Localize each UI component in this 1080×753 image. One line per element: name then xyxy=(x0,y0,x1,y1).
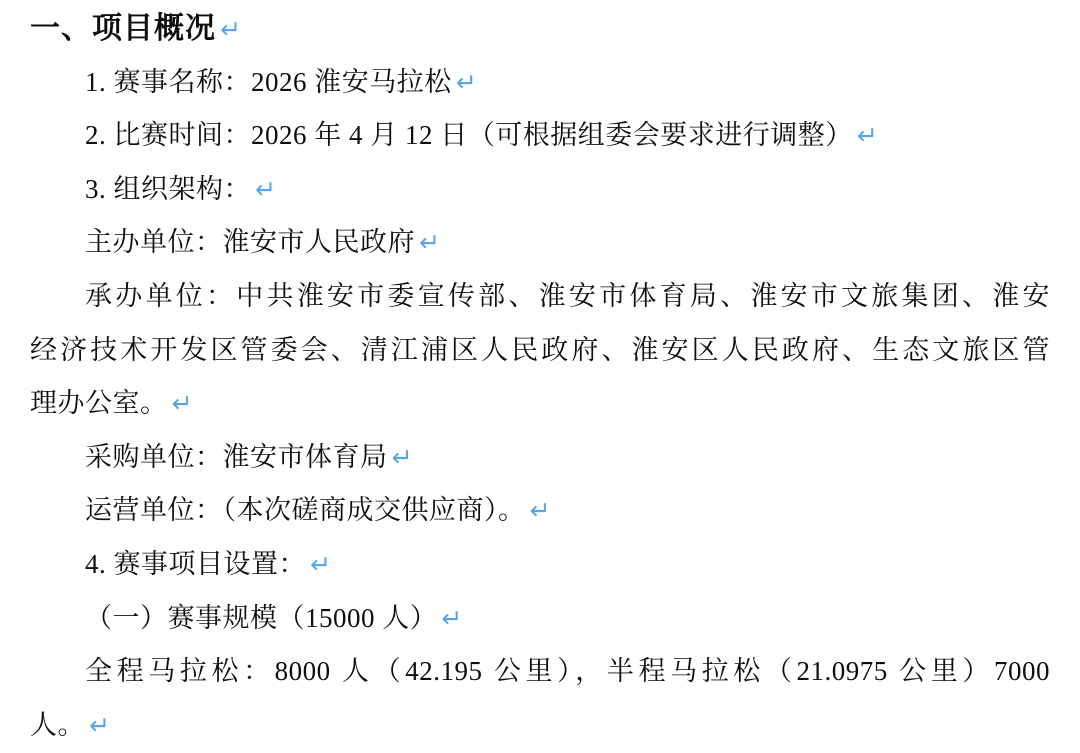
line-text: 理办公室。 xyxy=(30,388,168,419)
paragraph-mark-icon: ↵ xyxy=(441,603,463,633)
paragraph-mark-icon: ↵ xyxy=(391,442,413,472)
document-line xyxy=(30,270,1050,324)
line-text: 采购单位：淮安市体育局 xyxy=(85,441,388,472)
line-text: 主办单位：淮安市人民政府 xyxy=(85,227,415,258)
document-line xyxy=(30,484,1050,538)
section-heading xyxy=(30,2,1050,56)
document-line xyxy=(30,377,1050,431)
document-line xyxy=(30,592,1050,646)
document-line xyxy=(30,699,1050,753)
paragraph-mark-icon: ↵ xyxy=(171,389,193,419)
line-text: 全程马拉松：8000 人（42.195 公里），半程马拉松（21.0975 公里）7000 xyxy=(85,656,1050,687)
line-text: 一、项目概况 xyxy=(30,12,216,45)
line-text: 3. 组织架构： xyxy=(85,173,251,204)
paragraph-mark-icon: ↵ xyxy=(255,174,276,204)
document-line xyxy=(30,645,1050,699)
paragraph-mark-icon: ↵ xyxy=(455,67,477,97)
document-line xyxy=(30,538,1050,592)
paragraph-mark-icon: ↵ xyxy=(310,549,331,579)
line-text: 2. 比赛时间：2026 年 4 月 12 日（可根据组委会要求进行调整） xyxy=(85,120,853,151)
document-line xyxy=(30,431,1050,485)
paragraph-mark-icon: ↵ xyxy=(856,121,878,151)
paragraph-mark-icon: ↵ xyxy=(529,496,551,526)
line-text: 运营单位：（本次磋商成交供应商）。 xyxy=(85,495,526,526)
paragraph-mark-icon: ↵ xyxy=(89,710,110,740)
line-text: 人。 xyxy=(30,709,85,740)
document-line xyxy=(30,216,1050,270)
line-text: （一）赛事规模（15000 人） xyxy=(85,602,438,633)
document-line xyxy=(30,324,1050,378)
line-text: 承办单位：中共淮安市委宣传部、淮安市体育局、淮安市文旅集团、淮安 xyxy=(85,280,1050,311)
document-line xyxy=(30,163,1050,217)
paragraph-mark-icon: ↵ xyxy=(419,228,440,258)
line-text: 经济技术开发区管委会、清江浦区人民政府、淮安区人民政府、生态文旅区管 xyxy=(30,334,1050,365)
line-text: 4. 赛事项目设置： xyxy=(85,548,306,579)
line-text: 1. 赛事名称：2026 淮安马拉松 xyxy=(85,66,452,97)
document-line xyxy=(30,109,1050,163)
document-line xyxy=(30,56,1050,110)
paragraph-mark-icon: ↵ xyxy=(220,15,241,44)
